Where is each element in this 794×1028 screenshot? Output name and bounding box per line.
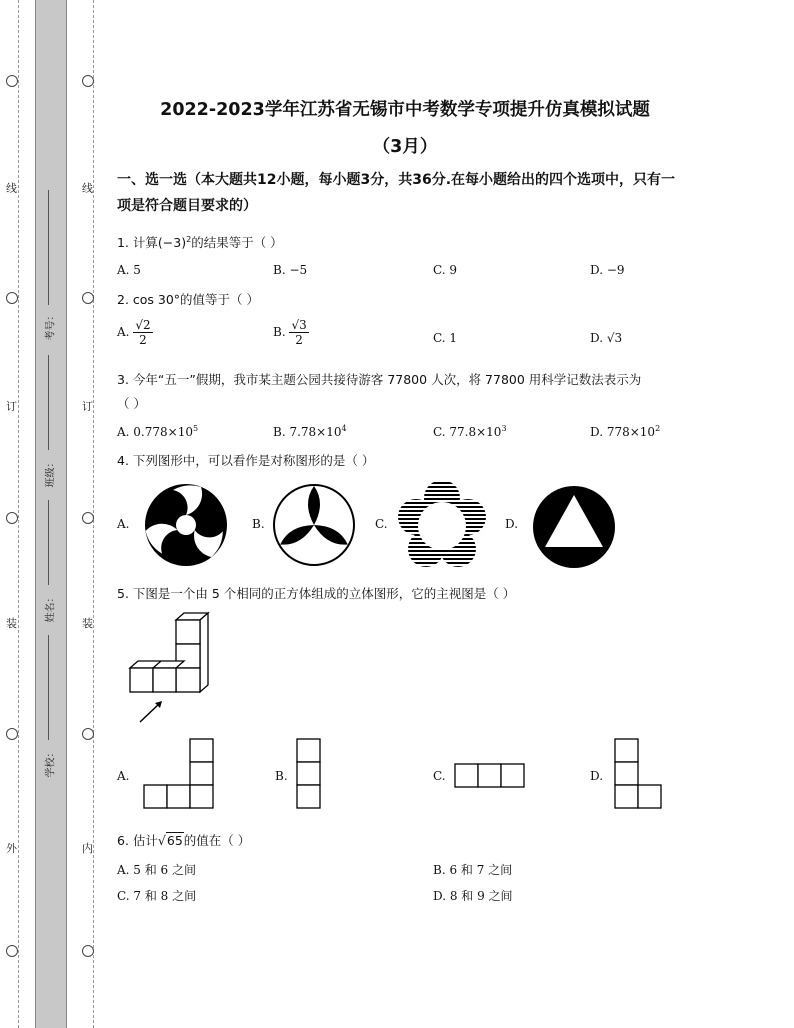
q6-option-a[interactable]: A. 5 和 6 之间 [117, 863, 197, 877]
q5-cube-stack-figure [128, 612, 218, 727]
q2-c-value: 1 [449, 331, 458, 345]
q3-option-d[interactable]: D. $778\times 10^2$ [590, 424, 661, 439]
binding-hole [6, 945, 18, 957]
binding-hole [6, 292, 18, 304]
inner-label: 内 [82, 842, 93, 855]
binding-hole [6, 728, 18, 740]
q2-c-letter: C. [433, 331, 446, 345]
field-class-label: 班级： [45, 457, 57, 488]
q1-expression: (−3) [157, 235, 187, 250]
q2-d-value: √3 [606, 331, 623, 345]
q2-option-a[interactable] [117, 318, 153, 347]
q2-b-fraction: $\frac{√3}{2}$ [291, 318, 307, 347]
q6-option-d[interactable]: D. 8 和 9 之间 [433, 889, 513, 903]
field-school-label: 学校： [45, 747, 57, 778]
inner-label: 装 [82, 617, 93, 630]
outer-label: 装 [6, 617, 17, 630]
q2-d-letter: D. [590, 331, 604, 345]
q2-a-fraction: $\frac{√2}{2}$ [135, 318, 151, 347]
q6-suffix: 的值在（ ） [183, 833, 251, 848]
q1-prefix: 1. 计算 [117, 235, 158, 250]
q4-figure-d-triangle-icon [532, 485, 616, 569]
q4-letter-d[interactable]: D. [505, 517, 519, 531]
q4-letter-a[interactable]: A. [117, 517, 130, 531]
q3-option-a[interactable]: A. $0.778\times 10^5$ [117, 424, 199, 439]
field-class-line [48, 355, 49, 450]
q4-figure-b-trefoil-icon [272, 483, 356, 567]
field-exam-number-label: 考号： [45, 310, 57, 341]
q1-option-d[interactable]: D. −9 [590, 263, 625, 277]
q6-option-c[interactable]: C. 7 和 8 之间 [117, 889, 197, 903]
binding-hole [6, 75, 18, 87]
q3-option-c[interactable]: C. $77.8\times 10^3$ [433, 424, 507, 439]
q6-prefix: 6. 估计 [117, 833, 158, 848]
exam-title-month: （3月） [372, 137, 438, 157]
q4-figure-c-flower-icon [398, 482, 486, 570]
inner-label: 线 [82, 182, 93, 195]
binding-hole [82, 75, 94, 87]
q5-view-d [614, 738, 664, 810]
outer-cut-line [18, 0, 19, 1028]
binding-hole [82, 945, 94, 957]
q6-option-b[interactable]: B. 6 和 7 之间 [433, 863, 513, 877]
q5-view-c [454, 763, 526, 789]
exam-title: 2022-2023学年江苏省无锡市中考数学专项提升仿真模拟试题 [160, 100, 650, 120]
binding-hole [82, 512, 94, 524]
q6-radical: √65 [157, 833, 183, 848]
binding-gutter [35, 0, 67, 1028]
field-school-line [48, 635, 49, 740]
binding-hole [82, 728, 94, 740]
q1-option-b[interactable]: B. −5 [273, 263, 308, 277]
question-3-paren: （ ） [117, 396, 146, 411]
field-name-label: 姓名： [45, 592, 57, 623]
q5-letter-d[interactable]: D. [590, 769, 604, 783]
q4-letter-c[interactable]: C. [375, 517, 388, 531]
q4-figure-a-swirl-icon [143, 482, 229, 568]
q5-view-a [143, 738, 215, 810]
inner-label: 订 [82, 400, 93, 413]
q2-a-letter: A. [117, 325, 130, 339]
q2-option-b[interactable] [273, 318, 309, 347]
q5-letter-b[interactable]: B. [275, 769, 288, 783]
binding-hole [6, 512, 18, 524]
q1-exponent: 2 [186, 234, 192, 244]
outer-label: 线 [6, 182, 17, 195]
question-1 [117, 233, 283, 251]
q1-suffix: 的结果等于（ ） [191, 235, 283, 250]
outer-label: 外 [6, 842, 17, 855]
binding-hole [82, 292, 94, 304]
question-5: 5. 下图是一个由 5 个相同的正方体组成的立体图形，它的主视图是（ ） [117, 586, 516, 601]
q4-letter-b[interactable]: B. [252, 517, 265, 531]
q1-option-a[interactable]: A. 5 [117, 263, 141, 277]
question-3: 3. 今年“五一”假期，我市某主题公园共接待游客 77800 人次，将 77800 用科学记数法表示为 [117, 372, 642, 387]
question-2: 2. cos 30°的值等于（ ） [117, 292, 260, 307]
q1-option-c[interactable]: C. 9 [433, 263, 458, 277]
q5-view-b [296, 738, 322, 810]
q5-letter-c[interactable]: C. [433, 769, 446, 783]
q2-option-d[interactable] [590, 331, 622, 345]
field-name-line [48, 500, 49, 585]
field-exam-number-line [48, 190, 49, 305]
q3-option-b[interactable]: B. $7.78\times 10^4$ [273, 424, 347, 439]
q2-b-letter: B. [273, 325, 286, 339]
question-4: 4. 下列图形中，可以看作是对称图形的是（ ） [117, 453, 375, 468]
section-heading: 一、选一选（本大题共12小题，每小题3分，共36分.在每小题给出的四个选项中，只有一项是符合题目要求的） [117, 172, 676, 214]
outer-label: 订 [6, 400, 17, 413]
q2-option-c[interactable] [433, 331, 457, 345]
question-6 [117, 831, 250, 849]
q5-letter-a[interactable]: A. [117, 769, 130, 783]
